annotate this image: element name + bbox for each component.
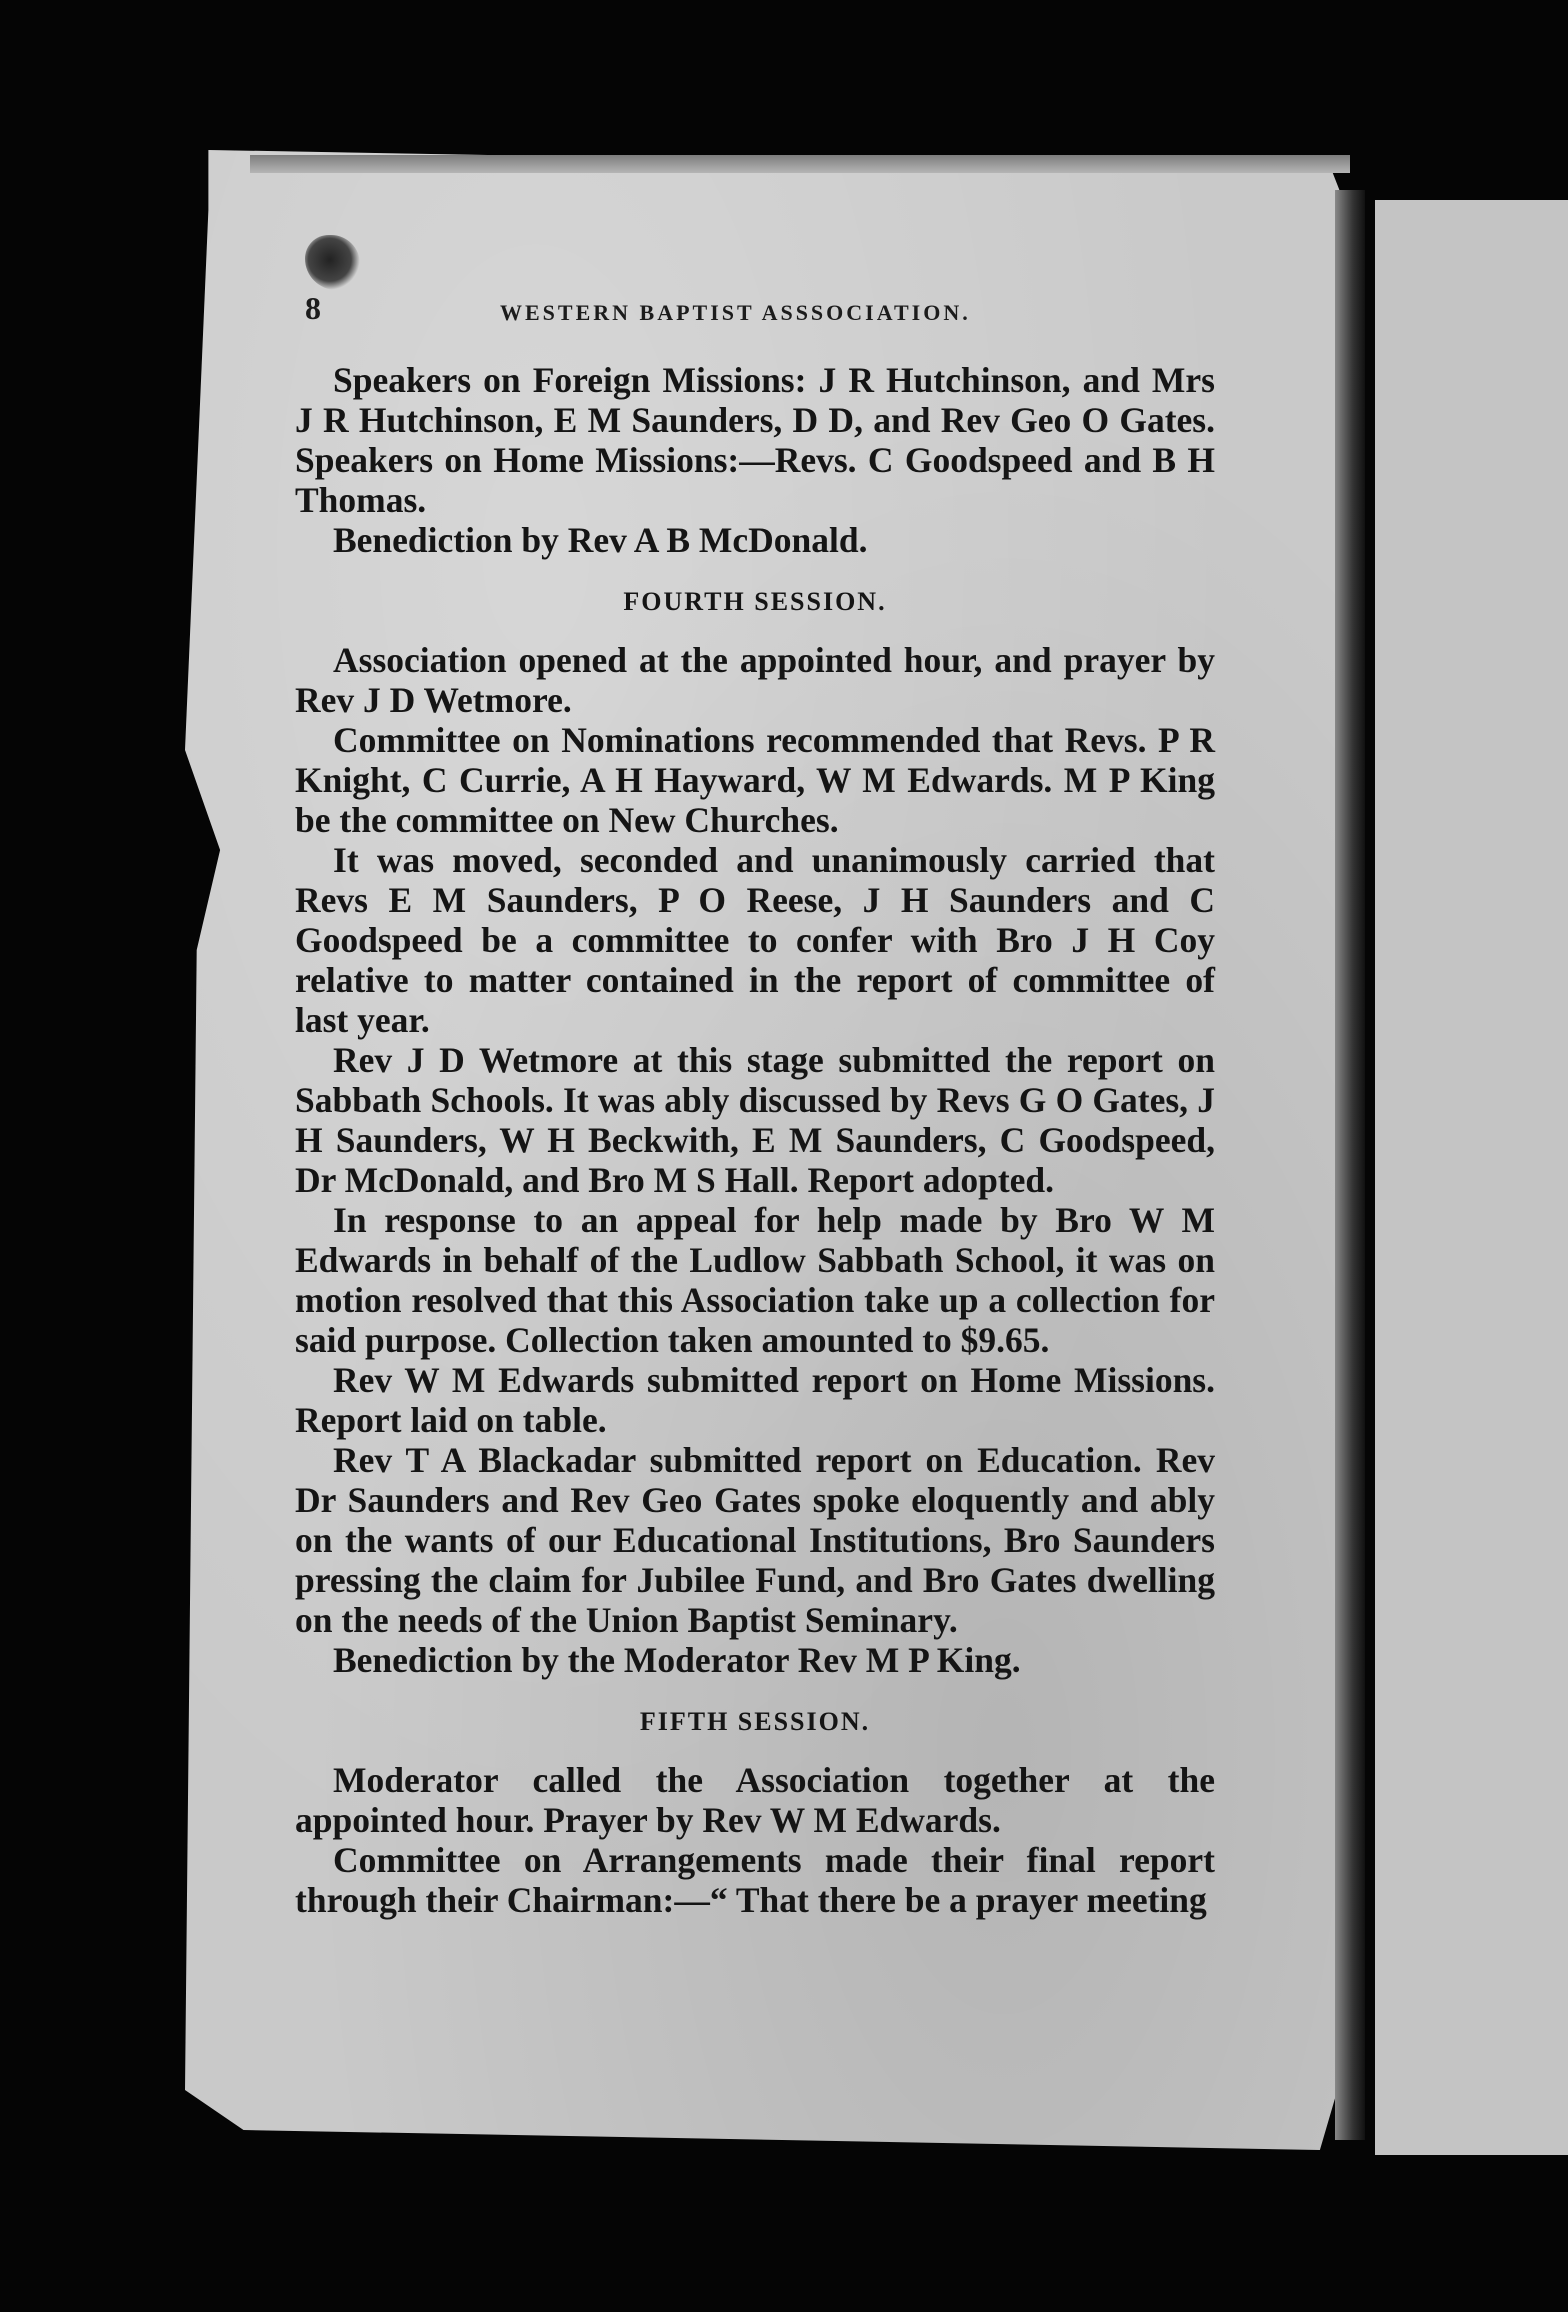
section-heading-fourth: FOURTH SESSION. <box>623 587 887 616</box>
paragraph: Rev T A Blackadar submitted report on Education. Rev Dr Saunders and Rev Geo Gates spoke eloquently and ably on the wants of our Educational Institutions, Bro Saunders pressing the claim for Jubilee Fund, and Bro Gates dwelling on the needs of the Union Baptist Seminary. <box>295 1440 1215 1640</box>
facing-page <box>1375 200 1568 2155</box>
paragraph: Speakers on Foreign Missions: J R Hutchinson, and Mrs J R Hutchinson, E M Saunders, D D, and Rev Geo O Gates. Speakers on Home Missions:—Revs. C Goodspeed and B H Thomas. <box>295 360 1215 520</box>
paragraph: Benediction by the Moderator Rev M P King. <box>333 1640 1021 1680</box>
section-heading-fifth: FIFTH SESSION. <box>639 1707 871 1736</box>
page-top-edge <box>250 155 1350 173</box>
paragraph: Rev W M Edwards submitted report on Home Missions. Report laid on table. <box>295 1360 1215 1440</box>
page-body <box>295 360 1215 1920</box>
paragraph: In response to an appeal for help made by Bro W M Edwards in behalf of the Ludlow Sabbath School, it was on motion resolved that this Association take up a collection for said purpose. Collection taken amounted to $9.65. <box>295 1200 1215 1360</box>
book-spine <box>1335 190 1365 2140</box>
paragraph: Benediction by Rev A B McDonald. <box>333 520 868 560</box>
paragraph: Association opened at the appointed hour, and prayer by Rev J D Wetmore. <box>295 640 1215 720</box>
paragraph: It was moved, seconded and unanimously carried that Revs E M Saunders, P O Reese, J H Saunders and C Goodspeed be a committee to confer with Bro J H Coy relative to matter contained in the report of committee of last year. <box>295 840 1215 1040</box>
paragraph: Moderator called the Association together at the appointed hour. Prayer by Rev W M Edwards. <box>295 1760 1215 1840</box>
paragraph: Rev J D Wetmore at this stage submitted the report on Sabbath Schools. It was ably discussed by Revs G O Gates, J H Saunders, W H Beckwith, E M Saunders, C Goodspeed, Dr McDonald, and Bro M S Hall. Report adopted. <box>295 1040 1215 1200</box>
paragraph: Committee on Arrangements made their final report through their Chairman:—“ That there be a prayer meeting <box>295 1840 1215 1920</box>
running-head: WESTERN BAPTIST ASSSOCIATION. <box>500 300 971 325</box>
paragraph: Committee on Nominations recommended that Revs. P R Knight, C Currie, A H Hayward, W M Edwards. M P King be the committee on New Churches. <box>295 720 1215 840</box>
page-number: 8 <box>305 290 321 326</box>
